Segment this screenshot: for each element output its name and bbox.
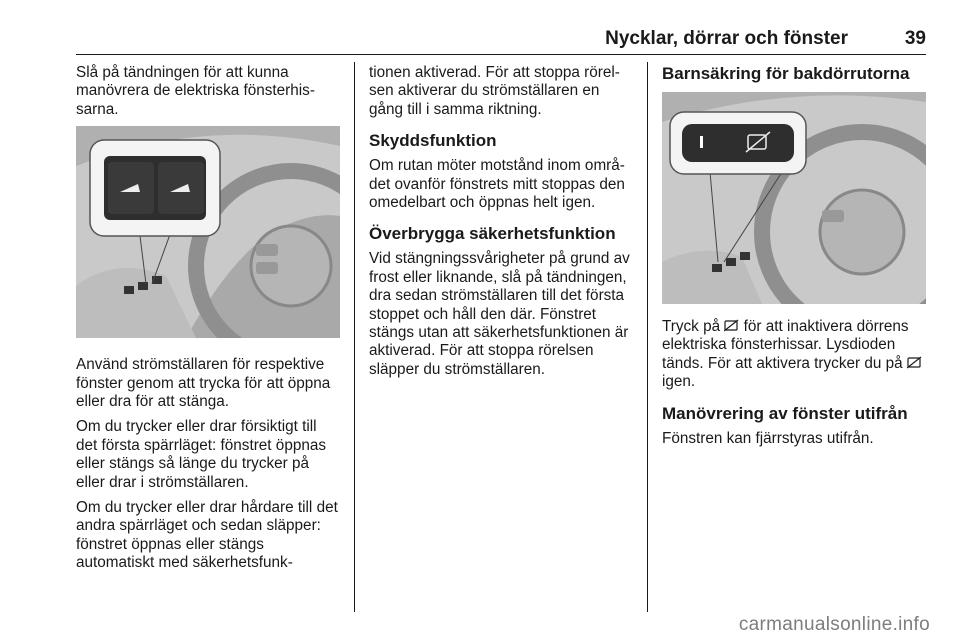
- column-3: [662, 64, 927, 455]
- child-lock-window-icon: [724, 319, 739, 332]
- watermark: carmanualsonline.info: [738, 614, 930, 635]
- child-lock-window-icon: [907, 356, 922, 369]
- column-2: [369, 64, 634, 386]
- paragraph: [662, 318, 927, 392]
- section-heading: Överbrygga säkerhetsfunktion: [369, 224, 616, 244]
- paragraph: tionen aktiverad. För att stoppa rörelsen aktiverar du strömställaren en gång till i samma riktning.: [369, 64, 620, 118]
- page-title: Nycklar, dörrar och fönster: [605, 28, 848, 49]
- text-run: Tryck på: [662, 318, 721, 335]
- column-1: [76, 64, 341, 580]
- paragraph: Om du trycker eller drar försiktigt till det första spärrläget: fönstret öppnas eller stängs så länge du trycker på eller drar i strömställaren.: [76, 418, 326, 491]
- text-run: igen.: [662, 373, 696, 391]
- paragraph: Fönstren kan fjärrstyras utifrån.: [662, 429, 874, 447]
- paragraph: Använd strömställaren för respektive fönster genom att trycka för att öppna eller dra för att stänga.: [76, 356, 331, 411]
- section-heading: Manövrering av fönster utifrån: [662, 403, 908, 423]
- text-run: för att inaktivera dörrens elektriska fönsterhissar. Lysdioden tänds. För att aktivera trycker du på: [662, 318, 909, 372]
- paragraph: Om du trycker eller drar hårdare till det andra spärrläget och sedan släpper: fönstret öppnas eller stängs automatiskt med säkerhetsfunk-: [76, 499, 338, 572]
- column-divider: [647, 62, 648, 612]
- section-heading: Skyddsfunktion: [369, 131, 497, 151]
- paragraph: Om rutan möter motstånd inom området ovanför fönstrets mitt stoppas den omedelbart och öppnas helt igen.: [369, 157, 625, 212]
- column-divider: [354, 62, 355, 612]
- paragraph: Vid stängningssvårigheter på grund av frost eller liknande, slå på tändningen, dra sedan strömställaren till det första stoppet och håll den där. Fönstret stängs utan att säkerhetsfunktionen är aktiverad. För att stoppa rörelsen släpper du strömställaren.: [369, 250, 630, 378]
- window-switch-illustration: [76, 126, 340, 338]
- header-divider: [76, 54, 926, 55]
- page-header: [76, 28, 926, 54]
- child-lock-illustration: [662, 92, 926, 304]
- section-heading: Barnsäkring för bakdörrutorna: [662, 64, 910, 83]
- paragraph: Slå på tändningen för att kunna manövrera de elektriska fönsterhissarna.: [76, 64, 315, 118]
- page-number: 39: [904, 28, 926, 49]
